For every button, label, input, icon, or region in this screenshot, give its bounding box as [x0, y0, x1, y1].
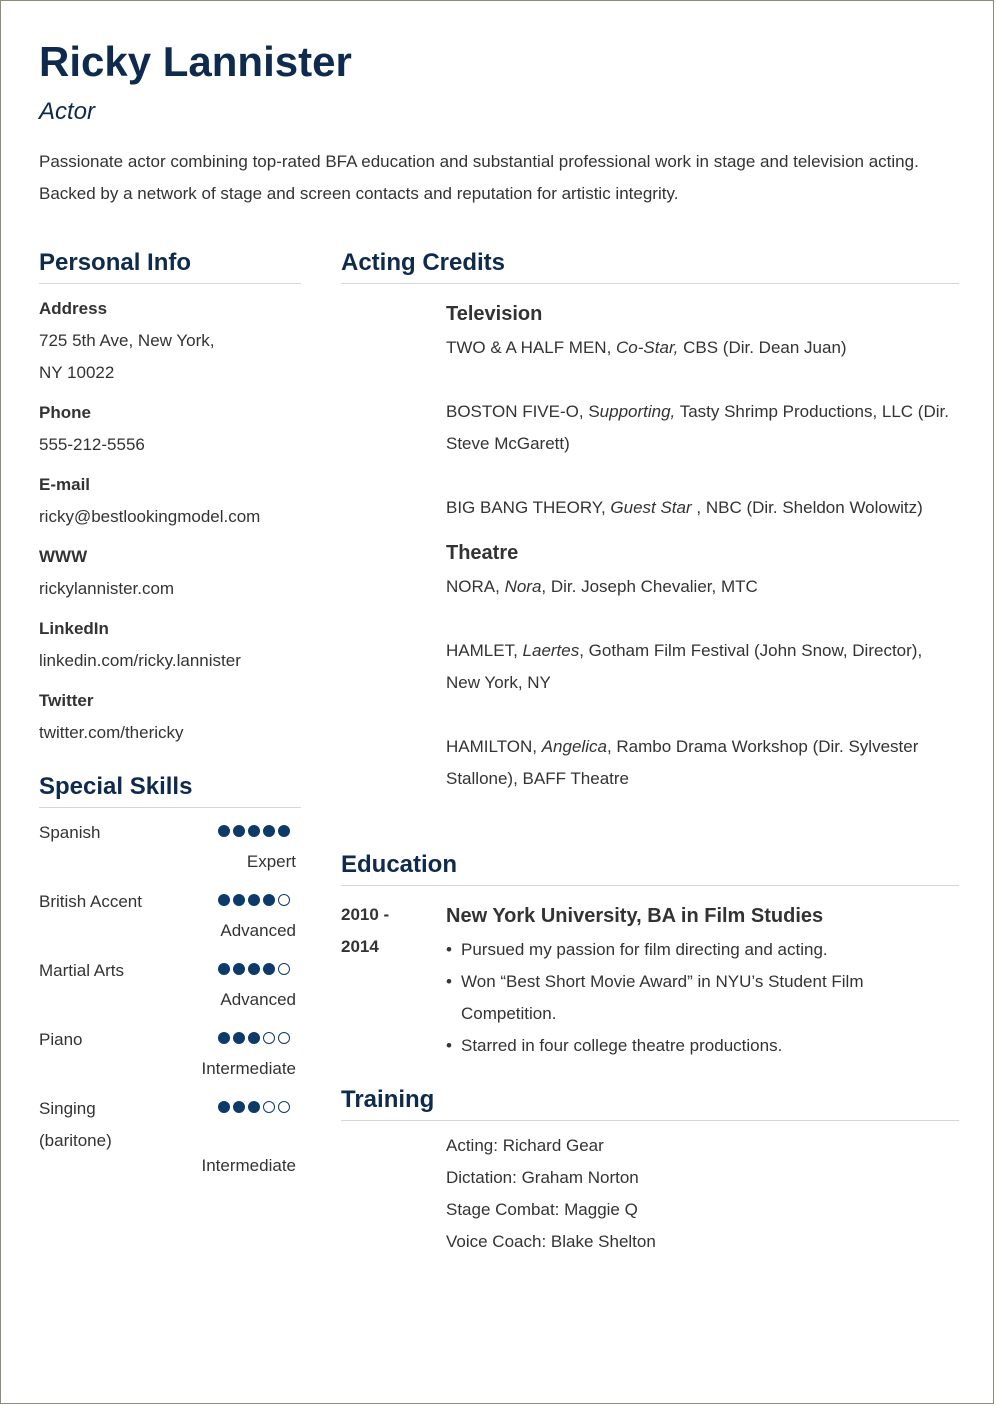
credit-entry — [446, 571, 961, 603]
rating-dot-filled-icon — [248, 1032, 260, 1044]
skill-rating — [218, 1032, 290, 1044]
theatre-heading: Theatre — [446, 542, 519, 564]
personal-info-heading: Personal Info — [39, 249, 192, 276]
skill-rating — [218, 1101, 290, 1113]
www-label: WWW — [39, 547, 88, 566]
credit-role: Nora — [504, 577, 542, 596]
rating-dot-empty-icon — [278, 1032, 290, 1044]
skill-level: Intermediate — [201, 1156, 296, 1175]
section-divider — [39, 283, 301, 284]
credit-details: , NBC (Dir. Sheldon Wolowitz) — [691, 498, 923, 517]
skill-level: Advanced — [220, 921, 296, 940]
section-divider — [39, 807, 301, 808]
credit-details: Steve McGarett) — [446, 434, 570, 453]
credit-details: CBS (Dir. Dean Juan) — [678, 338, 847, 357]
rating-dot-filled-icon — [233, 1032, 245, 1044]
television-heading: Television — [446, 303, 543, 325]
linkedin-value[interactable]: linkedin.com/ricky.lannister — [39, 651, 241, 670]
training-item: Acting: Richard Gear — [446, 1136, 604, 1155]
rating-dot-filled-icon — [233, 1101, 245, 1113]
candidate-name: Ricky Lannister — [39, 38, 352, 85]
credit-details: Tasty Shrimp Productions, LLC (Dir. — [675, 402, 949, 421]
credit-show: TWO & A HALF MEN, — [446, 338, 617, 357]
credit-show: BOSTON FIVE-O, S — [446, 402, 600, 421]
rating-dot-empty-icon — [278, 894, 290, 906]
credit-entry — [446, 492, 961, 524]
rating-dot-filled-icon — [248, 963, 260, 975]
twitter-value[interactable]: twitter.com/thericky — [39, 723, 184, 742]
credit-entry — [446, 731, 961, 795]
skill-name: British Accent — [39, 892, 142, 911]
address-label: Address — [39, 299, 108, 318]
twitter-label: Twitter — [39, 691, 94, 710]
rating-dot-filled-icon — [233, 894, 245, 906]
education-date-end: 2014 — [341, 937, 379, 956]
skill-rating — [218, 963, 290, 975]
bullet-dot-icon: • — [446, 940, 452, 959]
summary-line: Backed by a network of stage and screen contacts and reputation for artistic integrity. — [39, 184, 679, 203]
bullet-text: Starred in four college theatre productions. — [461, 1036, 783, 1055]
credit-details: , Dir. Joseph Chevalier, MTC — [541, 577, 758, 596]
rating-dot-filled-icon — [278, 825, 290, 837]
address-line: NY 10022 — [39, 363, 115, 382]
rating-dot-filled-icon — [248, 894, 260, 906]
summary-line: Passionate actor combining top-rated BFA education and substantial professional work in stage and television acting. — [39, 152, 919, 171]
skill-rating — [218, 894, 290, 906]
acting-credits-heading: Acting Credits — [341, 249, 506, 276]
skill-name: Martial Arts — [39, 961, 125, 980]
skill-name-continued: (baritone) — [39, 1131, 112, 1150]
bullet-text: Competition. — [461, 1004, 557, 1023]
credit-role: Angelica — [541, 737, 607, 756]
credit-details: Stallone), BAFF Theatre — [446, 769, 629, 788]
rating-dot-filled-icon — [218, 894, 230, 906]
email-label: E-mail — [39, 475, 91, 494]
linkedin-label: LinkedIn — [39, 619, 109, 638]
rating-dot-filled-icon — [248, 1101, 260, 1113]
section-divider — [341, 283, 959, 284]
rating-dot-filled-icon — [263, 894, 275, 906]
credit-show: NORA, — [446, 577, 505, 596]
rating-dot-filled-icon — [248, 825, 260, 837]
bullet-text: Pursued my passion for film directing and acting. — [461, 940, 828, 959]
rating-dot-filled-icon — [263, 825, 275, 837]
section-divider — [341, 885, 959, 886]
job-title: Actor — [39, 98, 96, 125]
rating-dot-filled-icon — [233, 963, 245, 975]
skills-heading: Special Skills — [39, 773, 193, 800]
section-divider — [341, 1120, 959, 1121]
phone-value: 555-212-5556 — [39, 435, 145, 454]
rating-dot-empty-icon — [278, 963, 290, 975]
credit-details: New York, NY — [446, 673, 551, 692]
summary — [39, 146, 959, 210]
rating-dot-filled-icon — [233, 825, 245, 837]
rating-dot-empty-icon — [278, 1101, 290, 1113]
training-item: Voice Coach: Blake Shelton — [446, 1232, 656, 1251]
credit-role: Laertes — [522, 641, 580, 660]
bullet-dot-icon: • — [446, 972, 452, 991]
credit-show: HAMILTON, — [446, 737, 542, 756]
education-degree: New York University, BA in Film Studies — [446, 905, 824, 927]
bullet-dot-icon: • — [446, 1036, 452, 1055]
education-date-start: 2010 - — [341, 905, 390, 924]
credit-role: Guest Star — [610, 498, 692, 517]
credit-entry — [446, 332, 961, 364]
credit-role: upporting, — [599, 402, 676, 421]
credit-details: , Rambo Drama Workshop (Dir. Sylvester — [606, 737, 919, 756]
education-heading: Education — [341, 851, 458, 878]
rating-dot-filled-icon — [218, 963, 230, 975]
address-line: 725 5th Ave, New York, — [39, 331, 215, 350]
training-heading: Training — [341, 1086, 435, 1113]
skill-level: Expert — [246, 852, 296, 871]
rating-dot-filled-icon — [218, 825, 230, 837]
training-item: Stage Combat: Maggie Q — [446, 1200, 638, 1219]
skill-level: Intermediate — [201, 1059, 296, 1078]
rating-dot-filled-icon — [218, 1101, 230, 1113]
skill-rating — [218, 825, 290, 837]
skill-name: Singing — [39, 1099, 96, 1118]
credit-details: , Gotham Film Festival (John Snow, Director), — [579, 641, 923, 660]
email-value[interactable]: ricky@bestlookingmodel.com — [39, 507, 261, 526]
skill-name: Spanish — [39, 823, 101, 842]
rating-dot-filled-icon — [263, 963, 275, 975]
rating-dot-filled-icon — [218, 1032, 230, 1044]
rating-dot-empty-icon — [263, 1101, 275, 1113]
credit-entry — [446, 635, 961, 699]
credit-show: BIG BANG THEORY, — [446, 498, 611, 517]
credit-entry — [446, 396, 961, 460]
training-item: Dictation: Graham Norton — [446, 1168, 639, 1187]
skill-level: Advanced — [220, 990, 296, 1009]
skill-name: Piano — [39, 1030, 83, 1049]
bullet-text: Won “Best Short Movie Award” in NYU’s Student Film — [461, 972, 864, 991]
credit-role: Co-Star, — [616, 338, 679, 357]
rating-dot-empty-icon — [263, 1032, 275, 1044]
www-value[interactable]: rickylannister.com — [39, 579, 175, 598]
credit-show: HAMLET, — [446, 641, 523, 660]
phone-label: Phone — [39, 403, 91, 422]
